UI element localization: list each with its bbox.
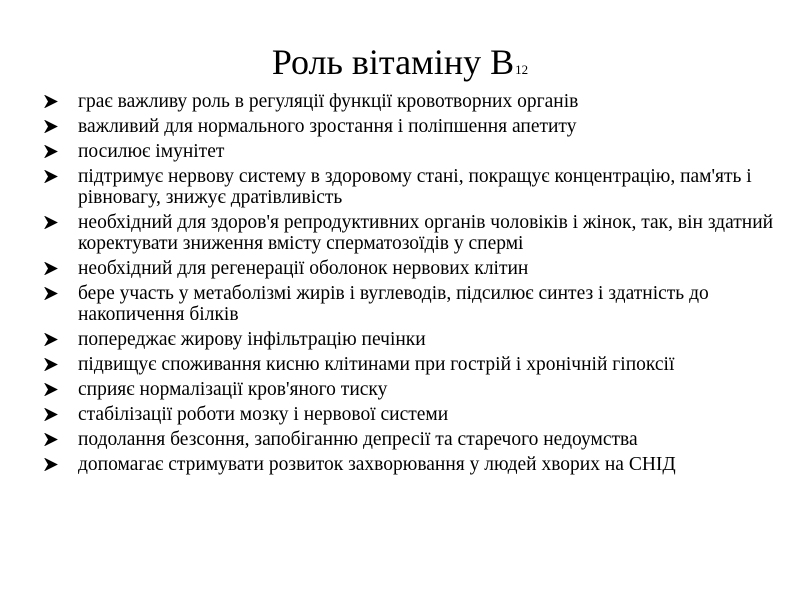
arrowhead-bullet-icon [44,287,58,300]
slide-title [0,40,800,92]
bullet-text: сприяє нормалізації кров'яного тиску [78,379,388,400]
bullet-item [44,354,774,375]
arrowhead-bullet-icon [44,120,58,133]
bullet-item [44,258,774,279]
bullet-text: грає важливу роль в регуляції функції кровотворних органів [78,91,579,112]
bullet-text: стабілізації роботи мозку і нервової системи [78,404,449,425]
arrowhead-bullet-icon [44,358,58,371]
bullet-text: посилює імунітет [78,141,225,162]
bullet-item [44,212,774,254]
bullet-item [44,283,774,325]
arrowhead-bullet-icon [44,170,58,183]
arrowhead-bullet-icon [44,95,58,108]
bullet-item [44,404,774,425]
bullet-text: підвищує споживання кисню клітинами при гострій і хронічній гіпоксії [78,354,675,375]
slide-title-subscript: 12 [515,62,529,77]
arrowhead-bullet-icon [44,408,58,421]
bullet-list [44,91,774,479]
bullet-text: бере участь у метаболізмі жирів і вуглеводів, підсилює синтез і здатність до накопичення білків [78,283,709,325]
bullet-item [44,91,774,112]
bullet-item [44,329,774,350]
arrowhead-bullet-icon [44,262,58,275]
arrowhead-bullet-icon [44,383,58,396]
bullet-text: попереджає жирову інфільтрацію печінки [78,329,426,350]
arrowhead-bullet-icon [44,145,58,158]
bullet-text: подолання безсоння, запобіганню депресії та старечого недоумства [78,429,638,450]
bullet-text: важливий для нормального зростання і поліпшення апетиту [78,116,577,137]
bullet-item [44,379,774,400]
bullet-item [44,454,774,475]
slide-title-text: Роль вітаміну В [271,42,515,82]
arrowhead-bullet-icon [44,433,58,446]
arrowhead-bullet-icon [44,458,58,471]
bullet-item [44,166,774,208]
arrowhead-bullet-icon [44,216,58,229]
arrowhead-bullet-icon [44,333,58,346]
bullet-item [44,116,774,137]
bullet-text: підтримує нервову систему в здоровому стані, покращує концентрацію, пам'ять і рівновагу, знижує дратівливість [78,166,752,208]
bullet-item [44,429,774,450]
bullet-text: допомагає стримувати розвиток захворювання у людей хворих на СНІД [78,454,676,475]
bullet-item [44,141,774,162]
bullet-text: необхідний для здоров'я репродуктивних органів чоловіків і жінок, так, він здатний коректувати зниження вмісту сперматозоїдів у спермі [78,212,774,254]
bullet-text: необхідний для регенерації оболонок нервових клітин [78,258,529,279]
